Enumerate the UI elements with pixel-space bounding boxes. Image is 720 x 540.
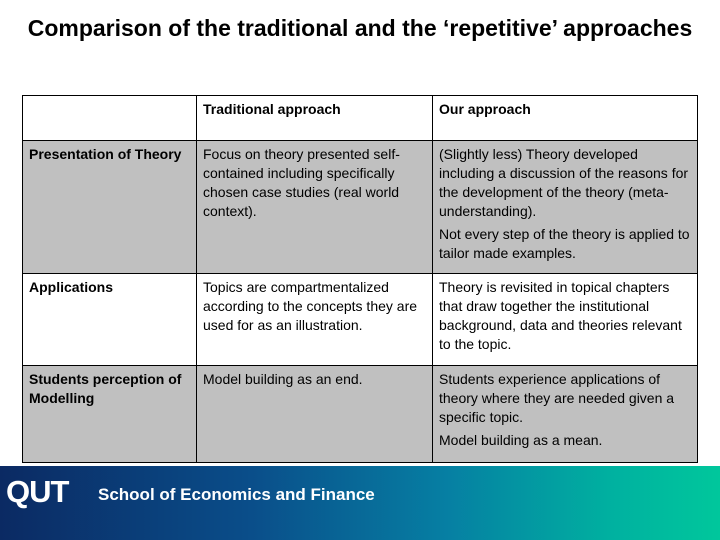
cell-traditional bbox=[197, 366, 433, 463]
cell-traditional bbox=[197, 274, 433, 366]
comparison-table bbox=[22, 95, 698, 463]
cell-text: Focus on theory presented self-contained including specifically chosen case studies (real world context). bbox=[203, 146, 400, 219]
cell-text: Topics are compartmentalized according to the concepts they are used for as an illustration. bbox=[203, 279, 418, 333]
cell-ours bbox=[433, 366, 698, 463]
cell-text: Model building as a mean. bbox=[439, 432, 603, 448]
cell-text: Students experience applications of theory where they are needed given a specific topic. bbox=[439, 371, 675, 425]
cell-text: Model building as an end. bbox=[203, 371, 363, 387]
header-cell-traditional: Traditional approach bbox=[197, 96, 433, 141]
table-header-row bbox=[23, 96, 698, 141]
header-cell-our-approach: Our approach bbox=[433, 96, 698, 141]
footer-banner bbox=[0, 466, 720, 540]
school-name: School of Economics and Finance bbox=[98, 485, 375, 504]
row-label-presentation: Presentation of Theory bbox=[23, 141, 197, 274]
table-row bbox=[23, 274, 698, 366]
cell-text: (Slightly less) Theory developed including a discussion of the reasons for the development of the theory (meta-understanding). bbox=[439, 146, 689, 219]
cell-ours bbox=[433, 274, 698, 366]
cell-ours bbox=[433, 141, 698, 274]
cell-text: Theory is revisited in topical chapters that draw together the institutional background, data and theories relevant to the topic. bbox=[439, 279, 682, 352]
table-row bbox=[23, 141, 698, 274]
row-label-applications: Applications bbox=[23, 274, 197, 366]
table-row bbox=[23, 366, 698, 463]
cell-traditional bbox=[197, 141, 433, 274]
cell-text: Not every step of the theory is applied to tailor made examples. bbox=[439, 226, 690, 261]
row-label-students-perception: Students perception of Modelling bbox=[23, 366, 197, 463]
header-cell-empty bbox=[23, 96, 197, 141]
qut-logo: QUT bbox=[6, 474, 69, 509]
slide-title: Comparison of the traditional and the ‘repetitive’ approaches bbox=[27, 15, 693, 41]
